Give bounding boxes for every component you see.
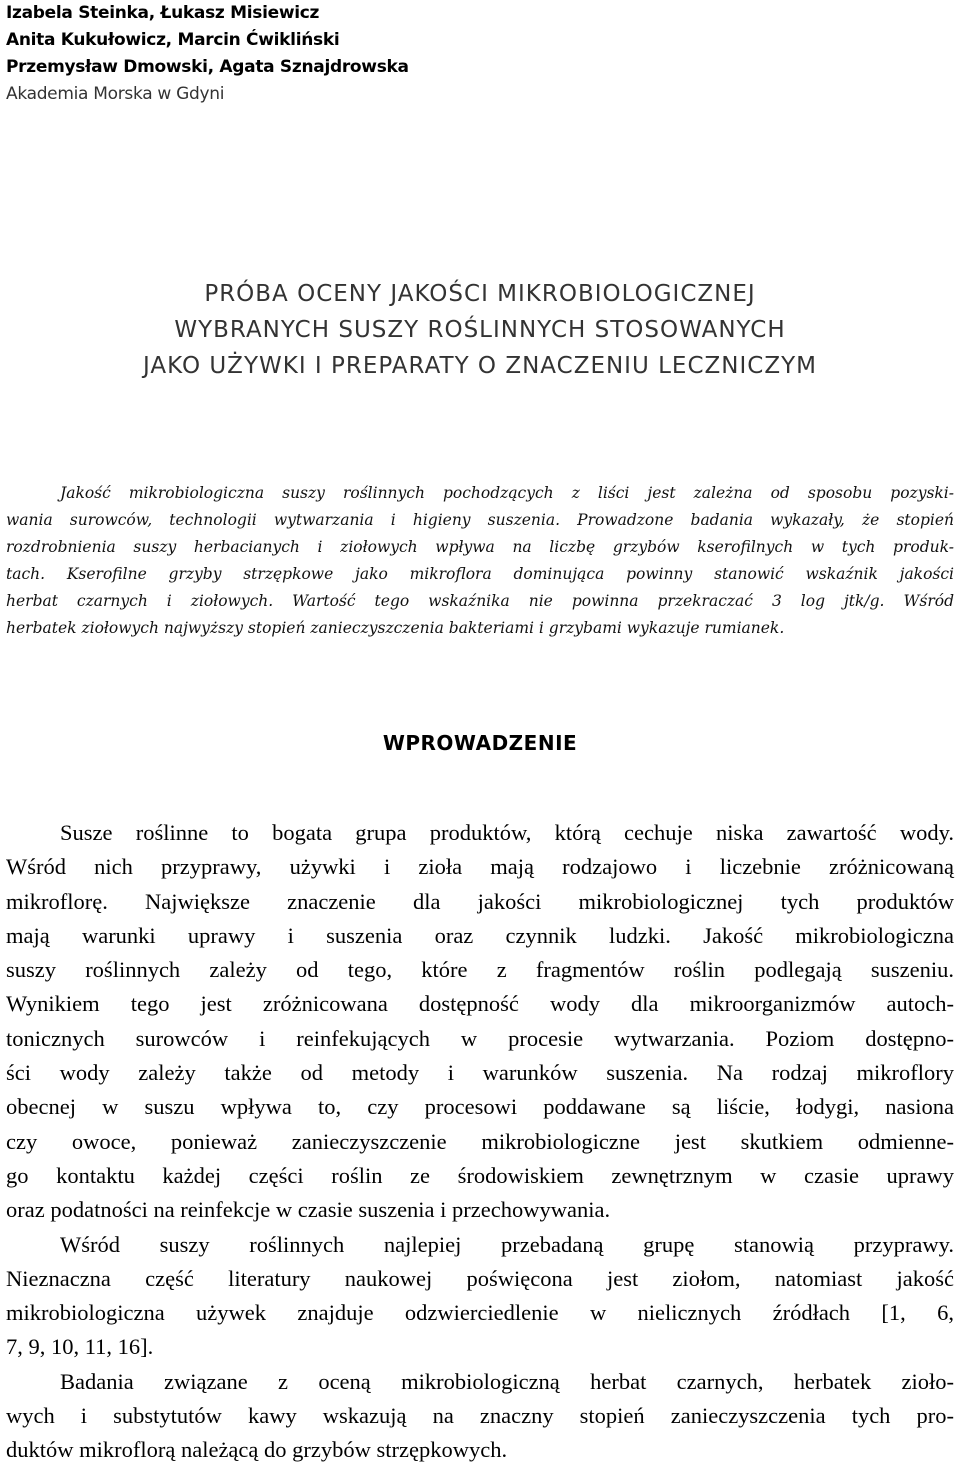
body-line: obecnej w suszu wpływa to, czy procesowi poddawane są liście, łodygi, nasiona [6, 1094, 954, 1120]
body-line: 7, 9, 10, 11, 16]. [6, 1334, 154, 1360]
affiliation: Akademia Morska w Gdyni [6, 84, 225, 104]
abstract-line: herbat czarnych i ziołowych. Wartość tego wskaźnika nie powinna przekraczać 3 log jtk/g. Wśród [6, 592, 954, 610]
abstract-line: rozdrobnienia suszy herbacianych i ziołowych wpływa na liczbę grzybów kserofilnych w tych produk- [6, 538, 954, 556]
author-line: Izabela Steinka, Łukasz Misiewicz [6, 3, 320, 23]
body-line: tonicznych surowców i reinfekujących w procesie wytwarzania. Poziom dostępno- [6, 1025, 954, 1051]
abstract-line: wania surowców, technologii wytwarzania i higieny suszenia. Prowadzone badania wykazały, że stopień [6, 511, 954, 529]
abstract-line: herbatek ziołowych najwyższy stopień zanieczyszczenia bakteriami i grzybami wykazuje rumianek. [6, 619, 785, 637]
body-line: Wśród nich przyprawy, używki i zioła mają rodzajowo i liczebnie zróżnicowaną [6, 854, 954, 880]
body-line: ści wody zależy także od metody i warunków suszenia. Na rodzaj mikroflory [6, 1060, 954, 1086]
body-line: oraz podatności na reinfekcje w czasie suszenia i przechowywania. [6, 1197, 611, 1223]
abstract-line: Jakość mikrobiologiczna suszy roślinnych pochodzących z liści jest zależna od sposobu pozyski- [60, 484, 954, 502]
body-line: mają warunki uprawy i suszenia oraz czynnik ludzki. Jakość mikrobiologiczna [6, 922, 954, 948]
abstract-line: tach. Kserofilne grzyby strzępkowe jako mikroflora dominująca powinny stanowić wskaźnik jakości [6, 565, 954, 583]
body-line: czy owoce, ponieważ zanieczyszczenie mikrobiologiczne jest skutkiem odmienne- [6, 1128, 954, 1154]
author-line: Przemysław Dmowski, Agata Sznajdrowska [6, 57, 409, 77]
body-line: Wynikiem tego jest zróżnicowana dostępność wody dla mikroorganizmów autoch- [6, 991, 954, 1017]
body-line: suszy roślinnych zależy od tego, które z fragmentów roślin podlegają suszeniu. [6, 957, 954, 983]
body-line: Wśród suszy roślinnych najlepiej przebadaną grupę stanowią przyprawy. [60, 1231, 954, 1257]
body-text [6, 816, 954, 1468]
paper-title [20, 276, 940, 384]
title-line: PRÓBA OCENY JAKOŚCI MIKROBIOLOGICZNEJ [204, 281, 756, 307]
body-line: Susze roślinne to bogata grupa produktów, którą cechuje niska zawartość wody. [60, 820, 954, 845]
body-line: duktów mikroflorą należącą do grzybów strzępkowych. [6, 1437, 508, 1463]
title-line: JAKO UŻYWKI I PREPARATY O ZNACZENIU LECZNICZYM [143, 353, 817, 379]
author-block [6, 0, 706, 108]
title-line: WYBRANYCH SUSZY ROŚLINNYCH STOSOWANYCH [174, 317, 786, 343]
body-line: Badania związane z oceną mikrobiologiczną herbat czarnych, herbatek zioło- [60, 1368, 954, 1394]
body-line: Nieznaczna część literatury naukowej poświęcona jest ziołom, natomiast jakość [6, 1265, 954, 1291]
body-line: mikrobiologiczna używek znajduje odzwierciedlenie w nielicznych źródłach [1, 6, [6, 1300, 954, 1326]
author-line: Anita Kukułowicz, Marcin Ćwikliński [6, 30, 340, 50]
abstract [6, 480, 954, 642]
body-line: go kontaktu każdej części roślin ze środowiskiem zewnętrznym w czasie uprawy [6, 1162, 954, 1188]
body-line: mikroflorę. Największe znaczenie dla jakości mikrobiologicznej tych produktów [6, 888, 954, 914]
body-line: wych i substytutów kawy wskazują na znaczny stopień zanieczyszczenia tych pro- [6, 1403, 954, 1429]
section-heading: WPROWADZENIE [382, 731, 578, 755]
